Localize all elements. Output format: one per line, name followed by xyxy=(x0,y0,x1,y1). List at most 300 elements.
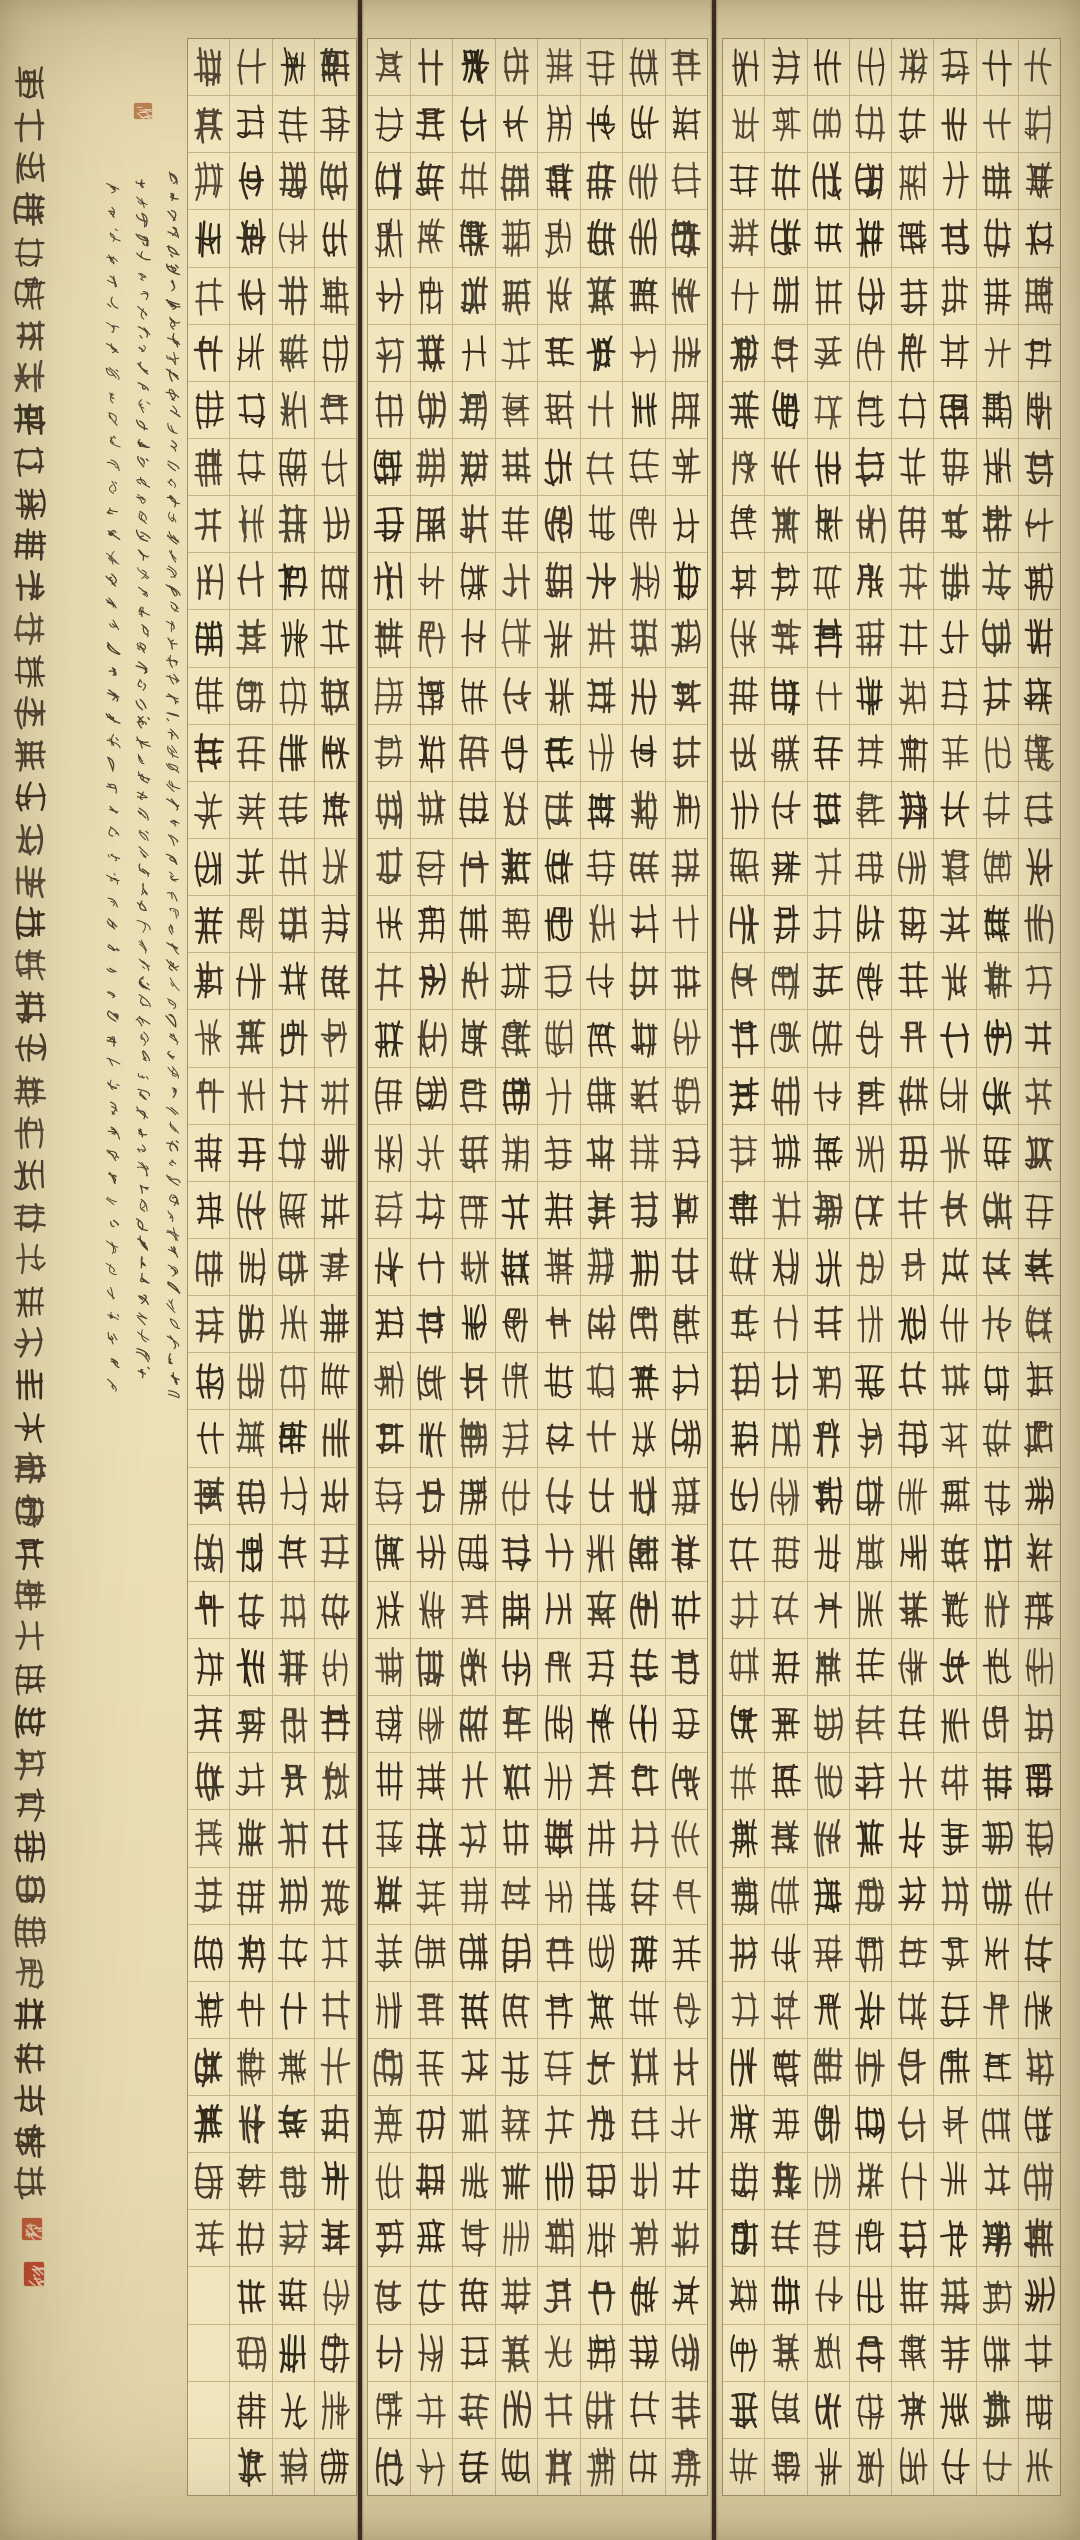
character-cell xyxy=(1019,895,1060,952)
character-cell xyxy=(808,1695,849,1752)
character-cell xyxy=(453,2152,495,2209)
character-cell xyxy=(850,1009,891,1066)
character-cell xyxy=(723,438,764,495)
character-cell xyxy=(723,95,764,152)
colophon-character xyxy=(135,379,151,398)
character-cell xyxy=(453,152,495,209)
character-cell xyxy=(977,1981,1018,2038)
character-column xyxy=(622,39,665,2495)
colophon-character xyxy=(165,778,181,796)
character-cell xyxy=(496,1409,538,1466)
character-cell xyxy=(623,1009,665,1066)
colophon-character xyxy=(135,788,151,807)
character-cell xyxy=(273,438,314,495)
character-cell xyxy=(230,667,271,724)
character-cell xyxy=(850,267,891,324)
character-cell xyxy=(315,952,356,1009)
character-cell xyxy=(934,1981,975,2038)
character-cell xyxy=(850,39,891,95)
character-cell xyxy=(188,1638,229,1695)
colophon-character xyxy=(165,814,181,832)
colophon-character xyxy=(165,975,181,993)
character-cell xyxy=(368,1867,410,1924)
character-cell xyxy=(538,2038,580,2095)
character-cell xyxy=(1019,39,1060,95)
character-cell xyxy=(977,1181,1018,1238)
character-cell xyxy=(315,2324,356,2381)
character-cell xyxy=(315,209,356,266)
character-cell xyxy=(581,1067,623,1124)
character-cell xyxy=(934,1924,975,1981)
colophon-character xyxy=(105,522,121,545)
colophon-character xyxy=(135,825,151,844)
character-cell xyxy=(411,2324,453,2381)
character-cell xyxy=(850,1352,891,1409)
colophon-character xyxy=(135,174,151,193)
character-cell xyxy=(496,667,538,724)
character-cell xyxy=(850,1581,891,1638)
character-cell xyxy=(623,1695,665,1752)
character-cell xyxy=(723,781,764,838)
character-cell xyxy=(666,2381,708,2438)
character-cell xyxy=(538,1467,580,1524)
character-cell xyxy=(496,895,538,952)
character-column xyxy=(580,39,623,2495)
character-cell xyxy=(496,1181,538,1238)
character-cell xyxy=(188,838,229,895)
character-cell xyxy=(934,2381,975,2438)
colophon-character xyxy=(105,1120,121,1143)
character-cell xyxy=(977,2266,1018,2323)
character-cell xyxy=(850,2266,891,2323)
character-cell xyxy=(315,1981,356,2038)
character-cell xyxy=(892,2152,933,2209)
character-cell xyxy=(496,95,538,152)
character-cell xyxy=(230,324,271,381)
character-cell xyxy=(892,2266,933,2323)
character-cell xyxy=(411,552,453,609)
character-cell xyxy=(496,438,538,495)
character-cell xyxy=(623,1809,665,1866)
character-cell xyxy=(892,324,933,381)
character-cell xyxy=(850,2095,891,2152)
character-cell xyxy=(850,1295,891,1352)
character-cell xyxy=(934,324,975,381)
colophon-character xyxy=(165,1369,181,1387)
character-cell xyxy=(538,495,580,552)
character-cell xyxy=(581,667,623,724)
character-cell xyxy=(666,952,708,1009)
character-cell xyxy=(230,1238,271,1295)
character-cell xyxy=(188,1581,229,1638)
character-cell xyxy=(453,438,495,495)
character-cell xyxy=(411,209,453,266)
character-cell xyxy=(538,1809,580,1866)
character-cell xyxy=(581,952,623,1009)
colophon-character xyxy=(105,660,121,683)
character-cell xyxy=(808,2381,849,2438)
character-cell xyxy=(581,1981,623,2038)
character-cell xyxy=(230,2209,271,2266)
character-cell xyxy=(765,1009,806,1066)
character-cell xyxy=(230,895,271,952)
colophon-character xyxy=(135,564,151,583)
character-cell xyxy=(1019,95,1060,152)
panel-seam-right xyxy=(712,0,716,2540)
character-cell xyxy=(538,667,580,724)
colophon-character xyxy=(105,200,121,223)
character-cell xyxy=(808,552,849,609)
character-cell xyxy=(188,1009,229,1066)
character-cell xyxy=(666,2152,708,2209)
character-cell xyxy=(623,2038,665,2095)
character-cell xyxy=(453,838,495,895)
character-cell xyxy=(623,2209,665,2266)
character-cell xyxy=(934,895,975,952)
character-cell xyxy=(723,667,764,724)
character-cell xyxy=(411,1238,453,1295)
character-cell xyxy=(453,1924,495,1981)
colophon-character xyxy=(135,881,151,900)
character-cell xyxy=(850,1752,891,1809)
colophon-character xyxy=(165,1387,181,1405)
character-cell xyxy=(765,895,806,952)
character-cell xyxy=(850,381,891,438)
character-cell xyxy=(977,1581,1018,1638)
character-cell xyxy=(723,1924,764,1981)
character-cell xyxy=(1019,1124,1060,1181)
character-cell xyxy=(496,724,538,781)
character-cell xyxy=(230,267,271,324)
character-cell xyxy=(1019,2324,1060,2381)
title-character xyxy=(13,1322,47,1364)
character-cell xyxy=(581,1009,623,1066)
character-cell xyxy=(934,1581,975,1638)
character-cell xyxy=(411,1009,453,1066)
character-cell xyxy=(188,1124,229,1181)
character-cell xyxy=(538,724,580,781)
character-cell xyxy=(368,552,410,609)
character-cell xyxy=(808,838,849,895)
colophon-character xyxy=(165,510,181,528)
title-character xyxy=(13,1826,47,1868)
character-cell xyxy=(368,1524,410,1581)
character-cell xyxy=(368,667,410,724)
character-cell xyxy=(1019,495,1060,552)
character-column xyxy=(452,39,495,2495)
character-cell xyxy=(723,1124,764,1181)
character-cell xyxy=(411,39,453,95)
character-cell xyxy=(496,1067,538,1124)
colophon-character xyxy=(105,1189,121,1212)
character-cell xyxy=(273,952,314,1009)
character-cell xyxy=(808,724,849,781)
character-cell xyxy=(230,2095,271,2152)
colophon-character xyxy=(135,862,151,881)
character-cell xyxy=(581,209,623,266)
character-cell xyxy=(188,1867,229,1924)
character-cell xyxy=(666,95,708,152)
character-cell xyxy=(723,1352,764,1409)
colophon-character xyxy=(135,230,151,249)
colophon-character xyxy=(165,331,181,349)
colophon-character xyxy=(105,223,121,246)
character-cell xyxy=(723,2266,764,2323)
character-cell xyxy=(315,381,356,438)
character-cell xyxy=(765,381,806,438)
character-cell xyxy=(623,895,665,952)
title-character xyxy=(13,146,47,188)
colophon-character xyxy=(135,1159,151,1178)
colophon-character xyxy=(165,1100,181,1118)
colophon-character xyxy=(105,384,121,407)
character-cell xyxy=(273,381,314,438)
colophon-character xyxy=(135,267,151,286)
character-cell xyxy=(581,438,623,495)
character-cell xyxy=(581,95,623,152)
character-cell xyxy=(368,1981,410,2038)
character-cell xyxy=(273,1924,314,1981)
character-cell xyxy=(850,2209,891,2266)
colophon-character xyxy=(165,850,181,868)
character-cell xyxy=(273,1467,314,1524)
character-cell xyxy=(892,1181,933,1238)
character-cell xyxy=(230,2324,271,2381)
character-cell xyxy=(315,895,356,952)
character-cell xyxy=(666,724,708,781)
character-cell xyxy=(1019,1467,1060,1524)
character-cell xyxy=(273,267,314,324)
character-cell xyxy=(723,1467,764,1524)
character-cell xyxy=(623,1581,665,1638)
character-cell xyxy=(723,1067,764,1124)
character-cell xyxy=(723,2209,764,2266)
character-cell xyxy=(723,324,764,381)
character-cell xyxy=(538,1124,580,1181)
character-cell xyxy=(188,209,229,266)
character-cell xyxy=(453,895,495,952)
colophon-character xyxy=(165,385,181,403)
character-cell xyxy=(1019,667,1060,724)
character-cell xyxy=(496,2381,538,2438)
colophon-character xyxy=(135,1178,151,1197)
colophon-character xyxy=(135,974,151,993)
colophon-character xyxy=(105,890,121,913)
character-cell xyxy=(368,838,410,895)
character-cell xyxy=(581,1695,623,1752)
colophon-character xyxy=(135,304,151,323)
character-cell xyxy=(666,1409,708,1466)
character-cell xyxy=(315,1295,356,1352)
character-cell xyxy=(230,438,271,495)
character-cell xyxy=(538,952,580,1009)
character-cell xyxy=(934,1467,975,1524)
title-character xyxy=(13,356,47,398)
character-cell xyxy=(273,667,314,724)
character-cell xyxy=(496,381,538,438)
character-cell xyxy=(666,267,708,324)
character-cell xyxy=(850,209,891,266)
character-cell xyxy=(315,438,356,495)
character-cell xyxy=(1019,781,1060,838)
character-cell xyxy=(538,267,580,324)
title-character xyxy=(13,860,47,902)
colophon-character xyxy=(165,259,181,277)
character-cell xyxy=(623,1638,665,1695)
character-cell xyxy=(934,1409,975,1466)
character-cell xyxy=(581,381,623,438)
character-cell xyxy=(581,724,623,781)
character-cell xyxy=(188,1924,229,1981)
character-cell xyxy=(623,2095,665,2152)
character-cell xyxy=(934,39,975,95)
character-cell xyxy=(411,1581,453,1638)
character-cell xyxy=(230,2438,271,2495)
character-cell xyxy=(892,952,933,1009)
colophon-character xyxy=(105,1373,121,1396)
character-cell xyxy=(368,1181,410,1238)
character-cell xyxy=(892,2038,933,2095)
character-cell xyxy=(723,1409,764,1466)
colophon-character xyxy=(165,528,181,546)
character-cell xyxy=(666,1752,708,1809)
character-cell xyxy=(666,1124,708,1181)
character-cell xyxy=(411,438,453,495)
character-cell xyxy=(273,2152,314,2209)
title-character xyxy=(13,566,47,608)
character-cell xyxy=(666,2038,708,2095)
colophon-character xyxy=(135,527,151,546)
character-cell xyxy=(623,1238,665,1295)
colophon-character xyxy=(165,1226,181,1244)
character-cell xyxy=(934,552,975,609)
character-cell xyxy=(230,1181,271,1238)
character-cell xyxy=(188,324,229,381)
colophon-character xyxy=(135,341,151,360)
character-cell xyxy=(188,2038,229,2095)
colophon-character xyxy=(165,1082,181,1100)
colophon-column-1 xyxy=(163,170,183,1404)
character-cell xyxy=(977,1467,1018,1524)
character-cell xyxy=(273,1409,314,1466)
title-character xyxy=(13,986,47,1028)
character-cell xyxy=(188,2381,229,2438)
character-cell xyxy=(273,2095,314,2152)
character-cell xyxy=(230,1352,271,1409)
character-cell xyxy=(581,152,623,209)
character-cell xyxy=(496,1638,538,1695)
character-cell xyxy=(666,1181,708,1238)
character-cell xyxy=(315,495,356,552)
character-cell xyxy=(666,781,708,838)
character-cell xyxy=(723,39,764,95)
character-cell xyxy=(808,1009,849,1066)
character-cell xyxy=(808,895,849,952)
character-cell xyxy=(934,1238,975,1295)
character-cell xyxy=(765,1581,806,1638)
character-cell xyxy=(850,724,891,781)
character-cell xyxy=(188,152,229,209)
title-character xyxy=(13,1952,47,1994)
character-cell xyxy=(1019,438,1060,495)
character-cell xyxy=(411,324,453,381)
character-cell xyxy=(188,1067,229,1124)
character-cell xyxy=(315,1752,356,1809)
colophon-character xyxy=(135,1067,151,1086)
colophon-character xyxy=(135,286,151,305)
character-cell xyxy=(411,724,453,781)
character-cell xyxy=(808,952,849,1009)
character-cell xyxy=(315,724,356,781)
character-cell xyxy=(892,1867,933,1924)
character-column xyxy=(368,39,410,2495)
character-cell xyxy=(411,952,453,1009)
colophon-character xyxy=(165,1172,181,1190)
character-cell xyxy=(188,381,229,438)
character-cell xyxy=(934,1809,975,1866)
character-cell xyxy=(453,1524,495,1581)
title-character xyxy=(13,1490,47,1532)
colophon-character xyxy=(135,1308,151,1327)
character-cell xyxy=(977,1295,1018,1352)
character-cell xyxy=(453,2324,495,2381)
character-column xyxy=(849,39,891,2495)
character-column xyxy=(188,39,229,2495)
character-cell xyxy=(188,2209,229,2266)
character-cell xyxy=(892,2324,933,2381)
character-cell xyxy=(623,2381,665,2438)
character-cell xyxy=(934,1352,975,1409)
character-cell xyxy=(723,1581,764,1638)
character-cell xyxy=(1019,1009,1060,1066)
colophon-character xyxy=(105,844,121,867)
colophon-character xyxy=(135,713,151,732)
character-cell xyxy=(411,1067,453,1124)
character-cell xyxy=(273,495,314,552)
character-cell xyxy=(411,781,453,838)
character-cell xyxy=(581,2438,623,2495)
colophon-column-3 xyxy=(103,177,123,1396)
character-cell xyxy=(273,95,314,152)
character-cell xyxy=(538,2266,580,2323)
title-character xyxy=(13,482,47,524)
character-cell xyxy=(230,1867,271,1924)
character-column xyxy=(1018,39,1060,2495)
character-cell xyxy=(892,781,933,838)
character-cell xyxy=(765,609,806,666)
character-cell xyxy=(892,552,933,609)
character-cell xyxy=(1019,724,1060,781)
character-cell xyxy=(368,609,410,666)
character-cell xyxy=(765,39,806,95)
character-cell xyxy=(808,1181,849,1238)
colophon-character xyxy=(165,617,181,635)
character-cell xyxy=(977,1809,1018,1866)
character-cell xyxy=(850,1524,891,1581)
character-cell xyxy=(411,1638,453,1695)
character-cell xyxy=(315,667,356,724)
character-cell xyxy=(453,1352,495,1409)
colophon-character xyxy=(105,568,121,591)
character-cell xyxy=(723,2095,764,2152)
character-cell xyxy=(808,152,849,209)
character-cell xyxy=(538,1867,580,1924)
character-cell xyxy=(808,2266,849,2323)
colophon-character xyxy=(165,1029,181,1047)
character-cell xyxy=(808,1467,849,1524)
colophon-character xyxy=(105,1304,121,1327)
character-cell xyxy=(496,2324,538,2381)
